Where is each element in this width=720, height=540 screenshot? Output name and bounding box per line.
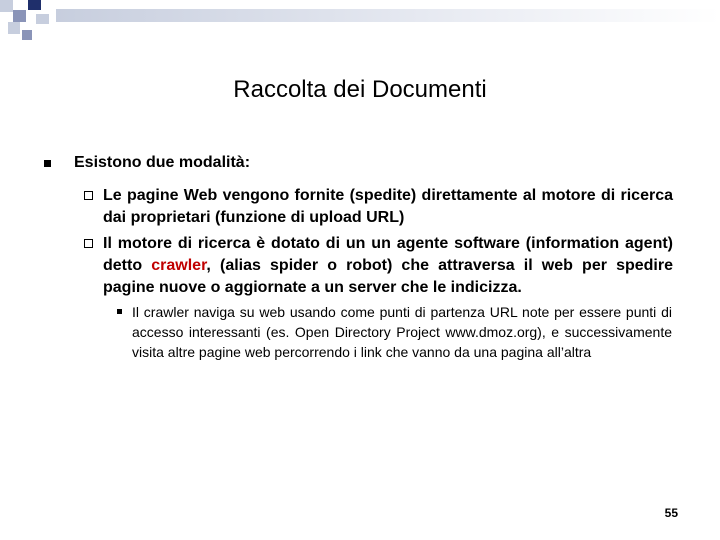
crawler-highlight: crawler <box>151 257 207 274</box>
page-number: 55 <box>664 506 678 520</box>
small-square-bullet-icon <box>117 309 122 314</box>
sub-bullet-crawler-text-start: Il motore di ricerca è dotato di un un agente software (information agent) detto <box>103 235 673 274</box>
hollow-square-bullet-icon <box>84 191 93 200</box>
sub-bullet-crawler <box>103 233 673 299</box>
bullet-square-icon <box>44 160 51 167</box>
decorative-header-pattern <box>0 0 720 40</box>
sub-sub-bullet-crawler-navigation: Il crawler naviga su web usando come punti di partenza URL note per essere punti di accesso interessanti (es. Open Directory Project www.dmoz.org), e successivamente visita altre pagine web percorrendo i link che vanno da una pagina all’altra <box>132 304 672 360</box>
slide-title: Raccolta dei Documenti <box>233 76 487 103</box>
hollow-square-bullet-icon <box>84 239 93 248</box>
sub-bullet-crawler-text-end: , (alias spider o robot) che attraversa il web per spedire pagine nuove o aggiornate a un server che le indicizza. <box>103 257 674 296</box>
sub-bullet-upload: Le pagine Web vengono fornite (spedite) direttamente al motore di ricerca dai proprietari (funzione di upload URL) <box>103 187 673 226</box>
bullet-text: Esistono due modalità: <box>74 154 251 171</box>
